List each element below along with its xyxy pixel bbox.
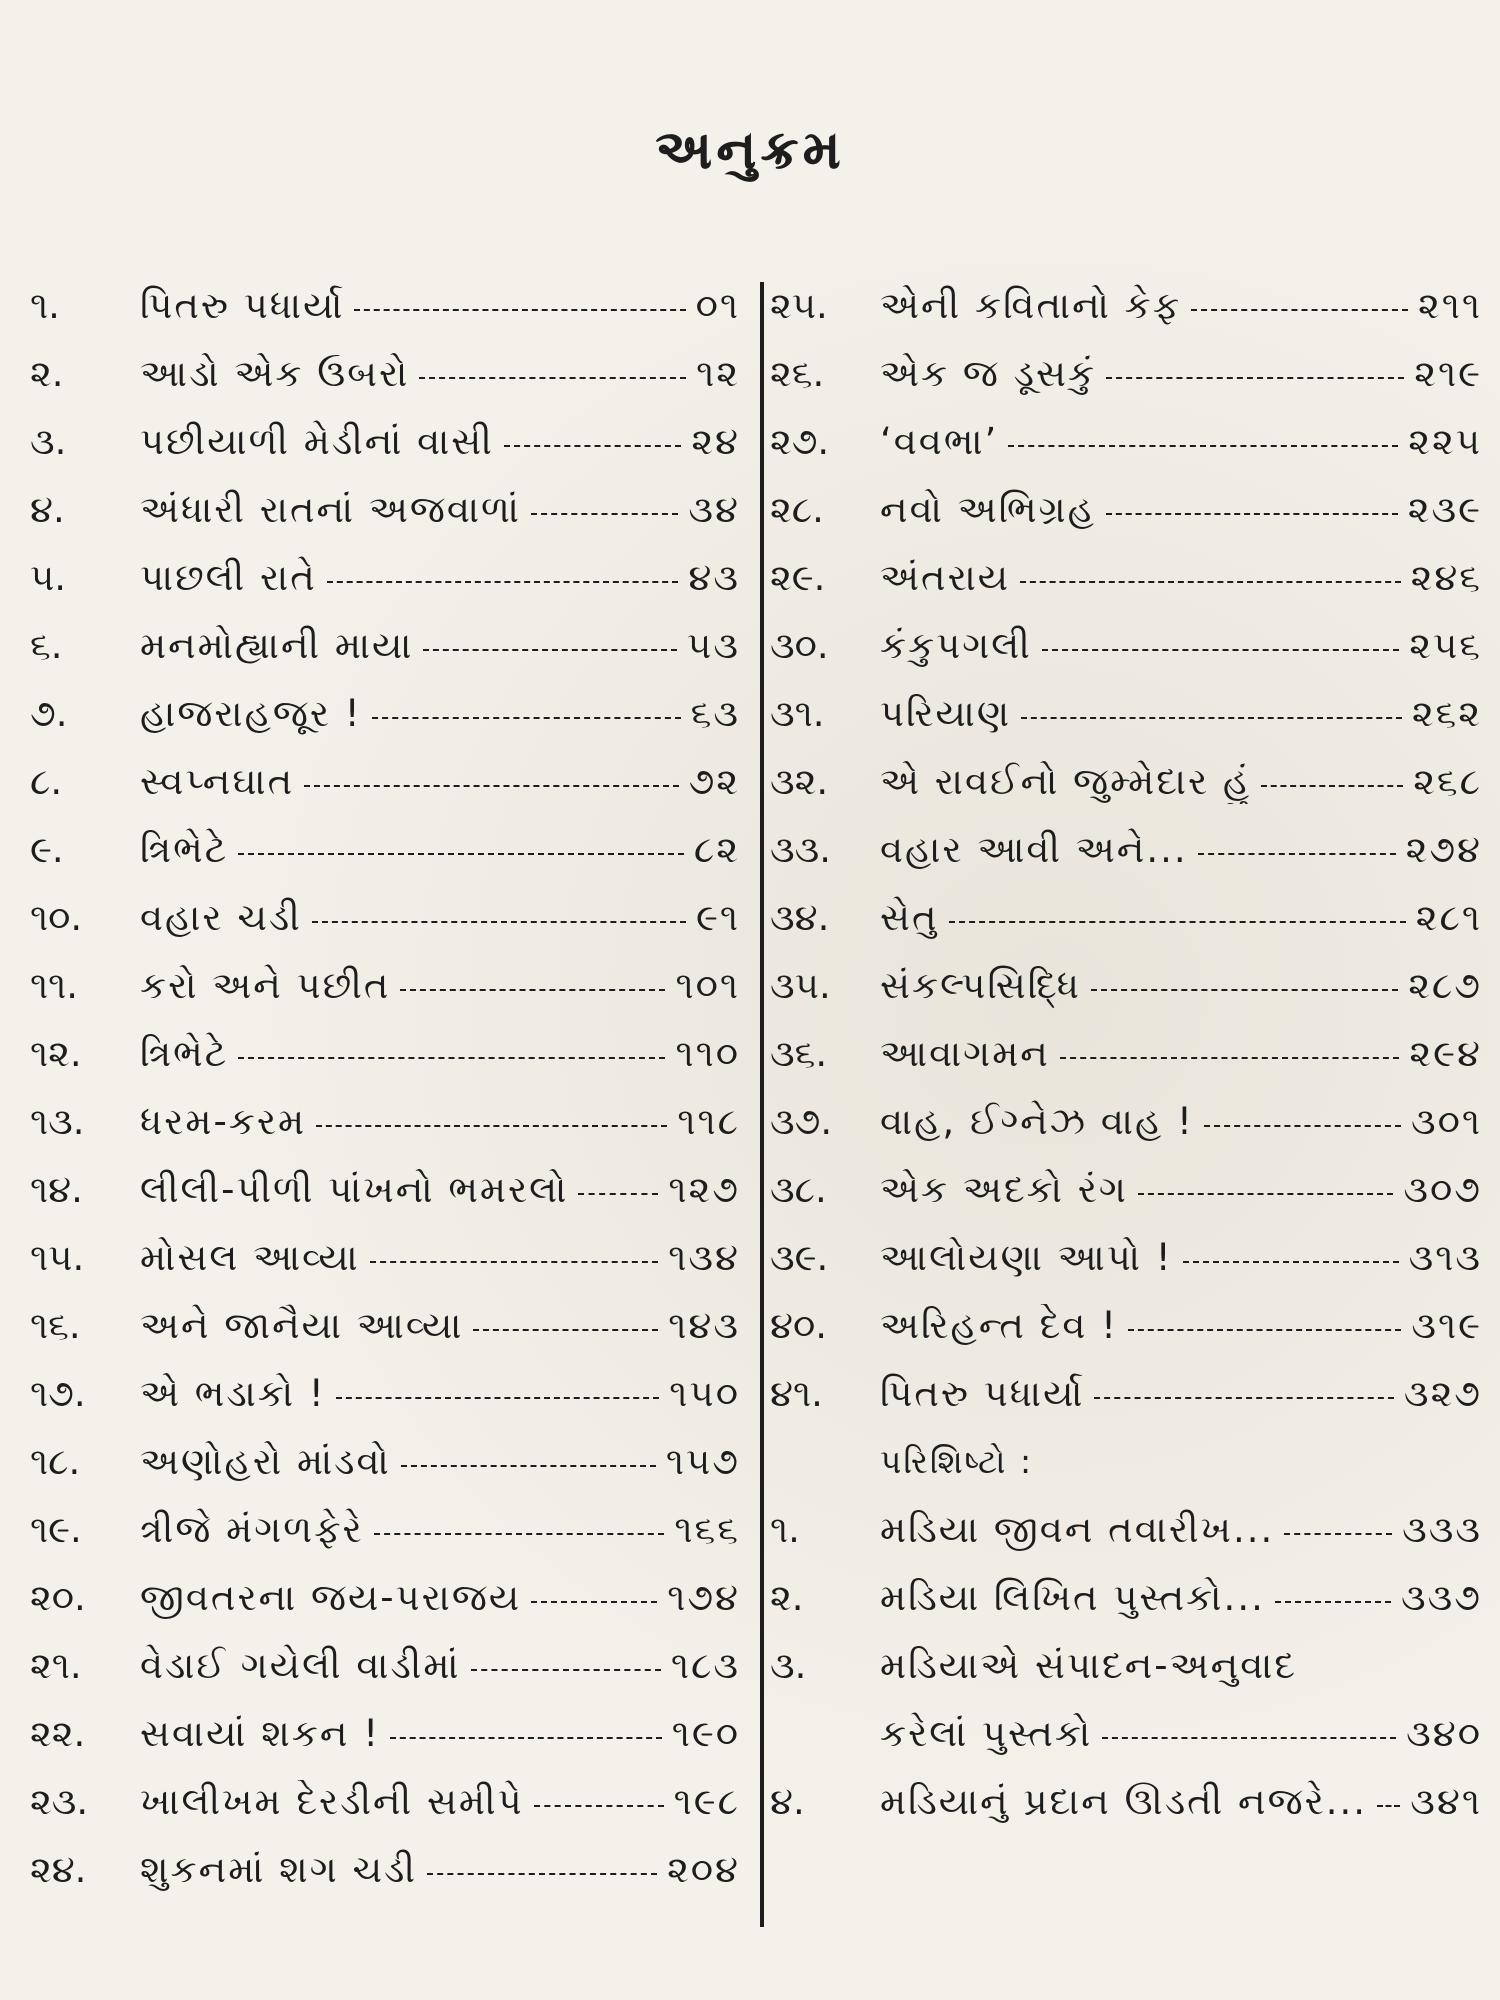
entry-title: મડિયાએ સંપાદન-અનુવાદ [880,1644,1298,1687]
toc-entry [770,748,1482,816]
entry-number: ૧૧. [30,964,79,1007]
leader-dashes [427,1873,657,1875]
entry-title: કરેલાં પુસ્તકો [880,1712,1093,1755]
leader-dashes [1275,1601,1391,1603]
appendix-heading [770,1428,1482,1496]
toc-entry [30,1700,740,1768]
leader-dashes [1091,989,1398,991]
toc-entry [30,612,740,680]
leader-dashes [1106,513,1398,515]
leader-dashes [504,445,681,447]
leader-dashes [238,1057,665,1059]
entry-title: એની કવિતાનો કેફ [880,284,1182,327]
entry-number: ૩૧. [770,692,825,735]
leader-dashes [531,1601,657,1603]
entry-number: ૧૮. [30,1440,81,1483]
entry-title: સ્વપ્નઘાત [140,760,295,803]
entry-title: સેતુ [880,896,939,939]
entry-title: નવો અભિગ્રહ [880,488,1096,531]
entry-title: કરો અને પછીત [140,964,391,1007]
entry-page-number: ૩૩૭ [1401,1576,1482,1619]
entry-page-number: ૧૭૪ [667,1576,740,1619]
toc-entry [770,1020,1482,1088]
entry-title: વાહ, ઈગ્નેઝ વાહ ! [880,1100,1194,1143]
toc-entry [770,1156,1482,1224]
entry-page-number: ૩૦૧ [1410,1100,1482,1143]
entry-number: ૪. [770,1780,805,1823]
entry-page-number: ૩૪૦ [1406,1712,1482,1755]
toc-entry [770,1088,1482,1156]
appendix-heading-label: પરિશિષ્ટો : [880,1442,1034,1481]
entry-page-number: ૭૨ [688,760,740,803]
entry-number: ૪૧. [770,1372,823,1415]
toc-entry [770,612,1482,680]
toc-entry [30,1632,740,1700]
entry-page-number: ૩૪૧ [1410,1780,1482,1823]
leader-dashes [423,649,677,651]
entry-title: ત્રિભેટે [140,828,229,871]
entry-page-number: ૨૬૨ [1411,692,1482,735]
entry-title: એ રાવઈનો જુમ્મેદાર હું [880,760,1252,803]
toc-entry [30,1836,740,1904]
entry-title: એ ભડાકો ! [140,1372,326,1415]
entry-number: ૩૮. [770,1168,827,1211]
entry-number: ૩૦. [770,624,829,667]
leader-dashes [238,853,684,855]
entry-title: મડિયા જીવન તવારીખ... [880,1508,1275,1551]
toc-entry [30,748,740,816]
leader-dashes [316,1125,667,1127]
leader-dashes [1094,1397,1393,1399]
toc-entry [30,1496,740,1564]
entry-title: શુકનમાં શગ ચડી [140,1848,417,1891]
entry-page-number: ૧૮૩ [670,1644,740,1687]
entry-page-number: ૫૩ [687,624,740,667]
entry-page-number: ૨૨૫ [1408,420,1482,463]
entry-number: ૧૬. [30,1304,81,1347]
entry-title: વહાર આવી અને... [880,828,1188,871]
entry-number: ૧૪. [30,1168,83,1211]
entry-page-number: ૪૩ [688,556,740,599]
toc-entry [770,408,1482,476]
leader-dashes [374,1533,665,1535]
entry-page-number: ૨૯૪ [1409,1032,1482,1075]
entry-title: એક અદકો રંગ [880,1168,1128,1211]
toc-entry [770,1224,1482,1292]
leader-dashes [390,1737,662,1739]
entry-number: ૬. [30,624,63,667]
entry-number: ૨૪. [30,1848,87,1891]
leader-dashes [473,1329,658,1331]
entry-page-number: ૧૨ [696,352,740,395]
entry-page-number: ૩૩૩ [1402,1508,1482,1551]
entry-title: મનમોહ્યાની માયા [140,624,414,667]
entry-number: ૩૭. [770,1100,833,1143]
toc-entry [30,408,740,476]
leader-dashes [1261,785,1403,787]
leader-dashes [372,717,681,719]
toc-entry [770,476,1482,544]
entry-number: ૨. [30,352,64,395]
entry-page-number: ૯૧ [695,896,740,939]
entry-page-number: ૧૦૧ [675,964,740,1007]
entry-title: હાજરાહજૂર ! [140,692,362,735]
toc-entry [770,816,1482,884]
leader-dashes [370,1261,659,1263]
entry-title: જીવતરના જય-પરાજય [140,1576,522,1619]
entry-number: ૪. [30,488,65,531]
leader-dashes [304,785,678,787]
leader-dashes [401,1465,656,1467]
entry-number: ૧૫. [30,1236,85,1279]
entry-number: ૫. [30,556,67,599]
leader-dashes [534,1805,664,1807]
toc-entry [770,544,1482,612]
entry-title: વહાર ચડી [140,896,302,939]
leader-dashes [949,921,1406,923]
toc-entry [30,1292,740,1360]
entry-page-number: ૦૧ [695,284,740,327]
entry-title: આલોયણા આપો ! [880,1236,1173,1279]
toc-entry [30,340,740,408]
toc-entry [30,1564,740,1632]
entry-title: સવાયાં શકન ! [140,1712,381,1755]
entry-title: અંધારી રાતનાં અજવાળાં [140,488,521,531]
toc-entry [770,1700,1482,1768]
entry-page-number: ૨૧૯ [1414,352,1482,395]
leader-dashes [1008,445,1398,447]
toc-entry [770,1632,1482,1700]
entry-title: આડો એક ઉંબરો [140,352,410,395]
entry-number: ૩૫. [770,964,831,1007]
entry-title: વેડાઈ ગયેલી વાડીમાં [140,1644,461,1687]
entry-title: ‘વવભા’ [880,420,999,463]
leader-dashes [1128,1329,1401,1331]
entry-number: ૧. [30,284,60,327]
entry-number: ૨૧. [30,1644,82,1687]
toc-entry [770,884,1482,952]
entry-page-number: ૩૧૩ [1408,1236,1482,1279]
entry-number: ૩૩. [770,828,832,871]
entry-page-number: ૧૧૮ [677,1100,740,1143]
entry-number: ૧૩. [30,1100,85,1143]
entry-number: ૨૩. [30,1780,89,1823]
entry-title: આવાગમન [880,1032,1050,1075]
toc-entry [770,272,1482,340]
entry-number: ૨. [770,1576,804,1619]
entry-title: એક જ ડૂસકું [880,352,1097,395]
toc-entry [30,884,740,952]
entry-page-number: ૧૬૬ [674,1508,740,1551]
entry-number: ૯. [30,828,64,871]
toc-entry [770,1768,1482,1836]
entry-title: અણોહરો માંડવો [140,1440,391,1483]
entry-number: ૧૯. [30,1508,82,1551]
entry-page-number: ૩૧૯ [1411,1304,1482,1347]
entry-title: અને જાનૈયા આવ્યા [140,1304,464,1347]
leader-dashes [1183,1261,1399,1263]
entry-number: ૧૭. [30,1372,86,1415]
entry-title: અરિહન્ત દેવ ! [880,1304,1118,1347]
entry-page-number: ૨૭૪ [1405,828,1482,871]
page-title: અનુક્રમ [655,118,845,181]
entry-number: ૧૨. [30,1032,82,1075]
entry-page-number: ૨૧૧ [1418,284,1482,327]
entry-number: ૨૮. [770,488,824,531]
leader-dashes [419,377,686,379]
toc-entry [770,1292,1482,1360]
leader-dashes [1138,1193,1393,1195]
entry-page-number: ૧૫૭ [665,1440,740,1483]
entry-number: ૨૫. [770,284,828,327]
leader-dashes [1284,1533,1392,1535]
entry-page-number: ૨૮૭ [1408,964,1482,1007]
entry-page-number: ૧૧૦ [675,1032,740,1075]
toc-entry [30,1020,740,1088]
entry-number: ૩૯. [770,1236,829,1279]
entry-number: ૨૬. [770,352,825,395]
entry-page-number: ૩૨૭ [1403,1372,1482,1415]
toc-entry [30,952,740,1020]
entry-title: ધરમ-કરમ [140,1100,307,1143]
toc-right-column [770,272,1482,1836]
leader-dashes [578,1193,658,1195]
toc-entry [770,952,1482,1020]
entry-number: ૩૪. [770,896,830,939]
leader-dashes [1204,1125,1401,1127]
entry-page-number: ૧૯૦ [671,1712,740,1755]
toc-left-column [30,272,740,1904]
entry-page-number: ૧૩૪ [668,1236,740,1279]
entry-title: અંતરાય [880,556,1011,599]
toc-entry [30,476,740,544]
leader-dashes [1021,717,1402,719]
toc-entry [30,1360,740,1428]
entry-page-number: ૨૮૧ [1415,896,1482,939]
entry-title: મડિયાનું પ્રદાન ઊડતી નજરે... [880,1780,1368,1823]
leader-dashes [1060,1057,1400,1059]
entry-title: પાછલી રાતે [140,556,317,599]
column-divider [760,282,764,1927]
toc-entry [30,272,740,340]
entry-page-number: ૨૩૯ [1407,488,1482,531]
entry-page-number: ૧૪૩ [668,1304,740,1347]
leader-dashes [312,921,686,923]
entry-title: સંકલ્પસિદ્ધિ [880,964,1081,1007]
entry-number: ૨૯. [770,556,826,599]
toc-entry [30,1768,740,1836]
leader-dashes [354,309,685,311]
entry-number: ૭. [30,692,68,735]
toc-entry [30,680,740,748]
entry-page-number: ૮૨ [693,828,740,871]
entry-page-number: ૨૬૮ [1413,760,1482,803]
entry-page-number: ૨૪ [691,420,740,463]
entry-title: કંકુપગલી [880,624,1032,667]
entry-title: પછીયાળી મેડીનાં વાસી [140,420,494,463]
entry-number: ૩. [770,1644,807,1687]
entry-title: મોસલ આવ્યા [140,1236,360,1279]
entry-page-number: ૩૪ [688,488,740,531]
entry-title: પિતરુ પધાર્યા [880,1372,1085,1415]
entry-number: ૩. [30,420,67,463]
leader-dashes [1377,1805,1400,1807]
entry-title: ત્રિભેટે [140,1032,229,1075]
leader-dashes [327,581,679,583]
entry-page-number: ૬૩ [690,692,740,735]
toc-entry [770,1564,1482,1632]
toc-entry [30,1088,740,1156]
entry-title: મડિયા લિખિત પુસ્તકો... [880,1576,1265,1619]
entry-page-number: ૩૦૭ [1403,1168,1482,1211]
entry-page-number: ૧૯૮ [673,1780,740,1823]
entry-number: ૧. [770,1508,800,1551]
leader-dashes [1106,377,1404,379]
leader-dashes [1042,649,1399,651]
toc-entry [30,544,740,612]
entry-page-number: ૧૫૦ [669,1372,740,1415]
toc-entry [770,340,1482,408]
leader-dashes [1198,853,1396,855]
entry-title: ત્રીજે મંગળફેરે [140,1508,364,1551]
entry-page-number: ૧૨૭ [668,1168,740,1211]
entry-title: પરિયાણ [880,692,1012,735]
entry-number: ૪૦. [770,1304,827,1347]
entry-page-number: ૨૦૪ [667,1848,740,1891]
entry-number: ૨૨. [30,1712,86,1755]
entry-number: ૩૨. [770,760,829,803]
toc-entry [770,680,1482,748]
entry-title: ખાલીખમ દેરડીની સમીપે [140,1780,524,1823]
leader-dashes [1102,1737,1396,1739]
entry-title: પિતરુ પધાર્યા [140,284,345,327]
toc-entry [30,1428,740,1496]
toc-entry [30,816,740,884]
leader-dashes [531,513,678,515]
leader-dashes [471,1669,661,1671]
toc-entry [30,1224,740,1292]
leader-dashes [1191,309,1408,311]
leader-dashes [336,1397,660,1399]
entry-number: ૨૭. [770,420,830,463]
entry-number: ૮. [30,760,63,803]
leader-dashes [400,989,665,991]
entry-page-number: ૨૪૬ [1410,556,1482,599]
entry-number: ૧૦. [30,896,83,939]
leader-dashes [1020,581,1401,583]
entry-page-number: ૨૫૬ [1409,624,1482,667]
toc-entry [770,1360,1482,1428]
entry-number: ૩૬. [770,1032,828,1075]
entry-number: ૨૦. [30,1576,86,1619]
toc-entry [30,1156,740,1224]
entry-title: લીલી-પીળી પાંખનો ભમરલો [140,1168,569,1211]
toc-entry [770,1496,1482,1564]
